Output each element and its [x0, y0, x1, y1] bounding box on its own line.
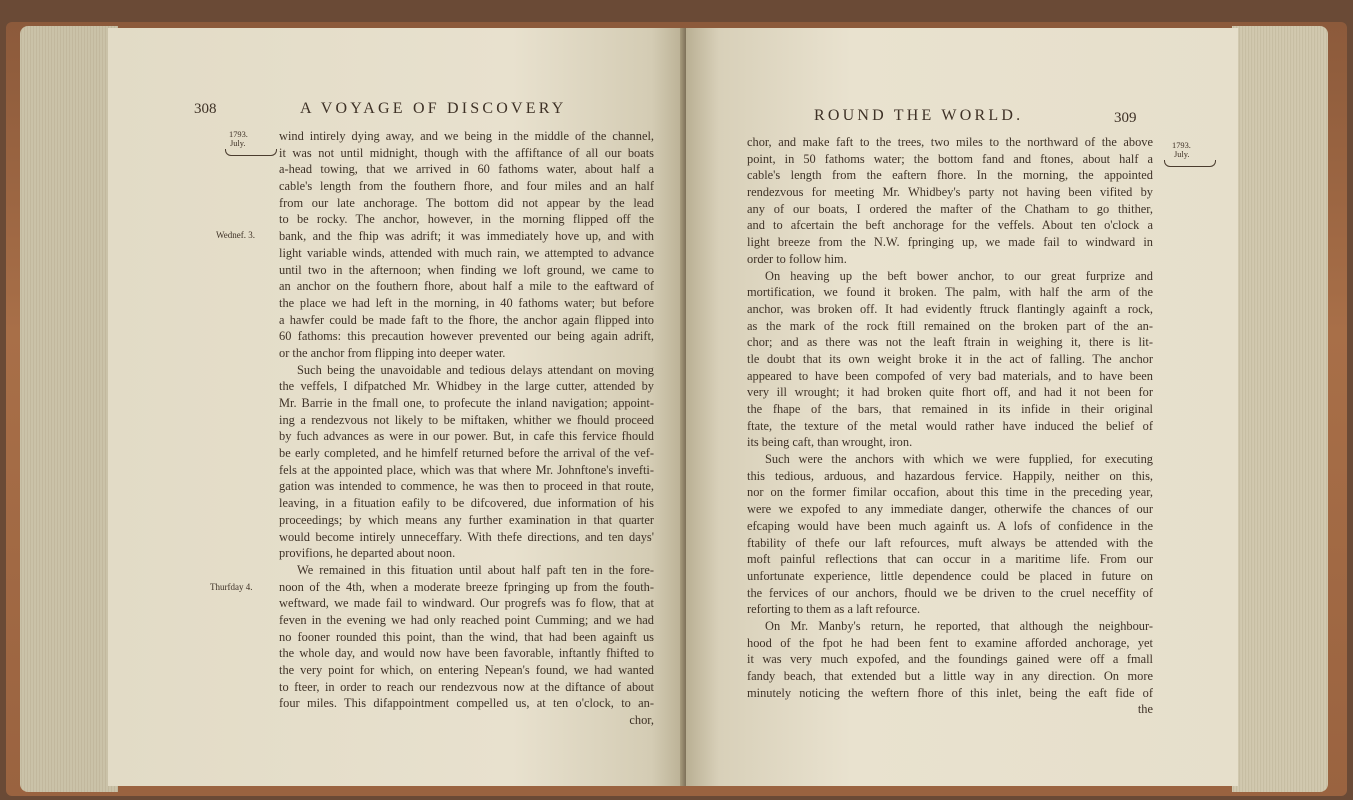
page-edges-left [20, 26, 118, 792]
text-line: by fuch advances as were in our power. But, in cafe this fervice fhould [279, 429, 654, 444]
catchword: the [1137, 702, 1153, 717]
text-line: Mr. Barrie in the fmall one, to profecute the inland navigation; appoint- [279, 396, 654, 410]
side-note-thursday: Thurfday 4. [210, 582, 253, 592]
text-line: the veffels, I difpatched Mr. Whidbey in the large cutter, attended by [279, 379, 654, 394]
text-line: rendezvous for meeting Mr. Whidbey's party not having been vifited by [747, 185, 1153, 200]
text-line: provifions, he departed about noon. [279, 546, 456, 561]
text-line: hood of the fpot he had been fent to examine afforded anchorage, yet [747, 635, 1153, 650]
running-head: A VOYAGE OF DISCOVERY [300, 100, 567, 117]
text-line: it was not until midnight, though with the affiftance of all our boats [279, 145, 654, 160]
text-line: or the anchor from flipping into deeper water. [279, 345, 506, 360]
text-line: gation was intended to commence, he was then to proceed in that route, [279, 479, 654, 494]
date-year-note: 1793. [1172, 141, 1191, 150]
text-line: an anchor on the fouthern fhore, about half a mile to the eaftward of [279, 279, 654, 294]
text-line: feven in the evening we had only reached point Cumming; and we had [279, 612, 654, 627]
date-brace [1164, 160, 1216, 167]
text-line: ftate, the texture of the metal would rather have induced the belief of [747, 418, 1153, 433]
text-line: fels at the appointed place, which was that where Mr. Johnftone's invefti- [279, 462, 654, 477]
text-line: chor; and as there was not the leaft ftrain in weighing it, there is lit- [747, 335, 1153, 350]
page-number: 308 [194, 101, 217, 117]
text-line: nor on the former fimilar occafion, about this time in the preceding year, [747, 485, 1153, 500]
text-line: bank, and the fhip was adrift; it was immediately hove up, and with [279, 229, 654, 244]
page-edges-right [1232, 26, 1328, 792]
left-page [108, 28, 686, 786]
text-line: and to afcertain the beft anchorage for the veffels. About ten o'clock a [747, 218, 1153, 233]
text-line: four miles. This difappointment compelled us, at ten o'clock, to an- [279, 696, 654, 711]
text-line: wind intirely dying away, and we being in the middle of the channel, [279, 129, 654, 143]
text-line: fandy beach, that extended but a little way in any direction. On more [747, 669, 1153, 683]
text-line: light variable winds, attended with much rain, we attempted to advance [279, 245, 654, 260]
text-line: appeared to have been compofed of very bad materials, and to have been [747, 368, 1153, 383]
text-line: from our late anchorage. The bottom did not appear by the lead [279, 195, 654, 210]
text-line: leaving, in a fituation eafily to be difcovered, due information of his [279, 496, 654, 511]
date-year-note: 1793. [229, 130, 248, 139]
text-line: cable's length from the fouthern fhore, and four miles and an half [279, 179, 654, 194]
text-line: a-head towing, that we arrived in 60 fathoms water, about half a [279, 162, 654, 177]
side-note-wednesday: Wednef. 3. [216, 230, 256, 240]
text-line: order to follow him. [747, 251, 847, 266]
text-line: would become intirely unneceffary. With thefe directions, and ten days' [279, 529, 654, 544]
text-line: this tedious, arduous, and hazardous fervice. Happily, neither on this, [747, 468, 1153, 483]
text-line: mortification, we found it broken. The palm, with half the arm of the [747, 285, 1153, 300]
text-line: the whole day, and would now have been favorable, inftantly fhifted to [279, 646, 654, 661]
text-line: very ill wrought; it had broken quite fhort off, and had it not been for [747, 385, 1153, 400]
text-line: On Mr. Manby's return, he reported, that although the neighbour- [765, 618, 1153, 633]
date-month-note: July. [1174, 150, 1190, 159]
text-line: it was very much expofed, and the foundings gained were off a fmall [747, 652, 1153, 667]
text-line: Such being the unavoidable and tedious delays attendant on moving [297, 362, 654, 377]
text-line: weftward, we made fail to windward. Our progrefs was fo flow, that at [279, 596, 654, 611]
text-line: the fhape of the bars, that remained in its infide in their original [747, 402, 1153, 416]
text-line: a hawfer could be made faft to the fhore, the anchor again flipped into [279, 312, 654, 327]
text-line: the fervices of our anchors, fhould we be driven to the cruel neceffity of [747, 585, 1153, 600]
text-line: to fteer, in order to reach our rendezvous now at the diftance of about [279, 679, 654, 694]
text-line: unfortunate experience, little dependence could be placed in future on [747, 568, 1153, 583]
text-line: moft painful reflections that can occur in a maritime life. From our [747, 552, 1153, 567]
text-line: were we expofed to any immediate danger, otherwife the chances of our [747, 502, 1153, 517]
text-line: reforting to them as a laft refource. [747, 602, 921, 617]
date-month-note: July. [230, 139, 246, 148]
text-line: light breeze from the N.W. fpringing up, we made fail to windward in [747, 235, 1153, 250]
page-number: 309 [1114, 110, 1137, 126]
text-line: efcaping would have been much againft us. A lofs of confidence in the [747, 518, 1153, 533]
text-line: ing a rendezvous not likely to be miftaken, whither we fhould proceed [279, 412, 654, 427]
text-line: its being caft, than wrought, iron. [747, 435, 913, 450]
right-page-text [747, 134, 1153, 718]
text-line: minutely noticing the weftern fhore of this inlet, being the eaft fide of [747, 685, 1153, 700]
running-head: ROUND THE WORLD. [814, 107, 1024, 124]
text-line: proceedings; by which means any further examination in that quarter [279, 512, 654, 527]
text-line: the place we had left in the morning, in 40 fathoms water; but before [279, 295, 654, 310]
text-line: We remained in this fituation until about half paft ten in the fore- [297, 562, 654, 577]
text-line: 60 fathoms: this precaution however prevented our being again adrift, [279, 329, 654, 344]
text-line: anchor, was broken off. It had evidently ftruck flantingly againft a rock, [747, 301, 1153, 316]
text-line: cable's length from the eaftern fhore. In the morning, the appointed [747, 168, 1153, 183]
text-line: as the mark of the rock ftill remained on the broken part of the an- [747, 318, 1153, 333]
text-line: noon of the 4th, when a moderate breeze fpringing up from the fouth- [279, 579, 654, 594]
text-line: ftability of thefe our laft refources, muft always be attended with the [747, 535, 1153, 550]
text-line: be early completed, and he himfelf returned before the arrival of the vef- [279, 446, 654, 461]
text-line: point, in 50 fathoms water; the bottom fand and ftones, about half a [747, 151, 1153, 166]
text-line: to be rocky. The anchor, however, in the morning flipped off the [279, 212, 654, 227]
text-line: until two in the afternoon; when finding we loft ground, we came to [279, 262, 654, 277]
catchword: chor, [629, 713, 654, 728]
right-page [686, 28, 1238, 786]
text-line: Such were the anchors with which we were fupplied, for executing [765, 452, 1153, 467]
text-line: On heaving up the beft bower anchor, to our great furprize and [765, 268, 1153, 283]
text-line: chor, and make faft to the trees, two miles to the northward of the above [747, 135, 1153, 149]
text-line: tle doubt that its own weight broke it in the act of falling. The anchor [747, 351, 1153, 366]
text-line: the very point for which, on entering Nepean's found, we had wanted [279, 663, 654, 677]
text-line: no fooner rounded this point, than the wind, that had been againft us [279, 629, 654, 644]
date-brace [225, 149, 277, 156]
left-page-text [279, 128, 654, 729]
text-line: any of our boats, I ordered the mafter of the Chatham to go thither, [747, 201, 1153, 216]
